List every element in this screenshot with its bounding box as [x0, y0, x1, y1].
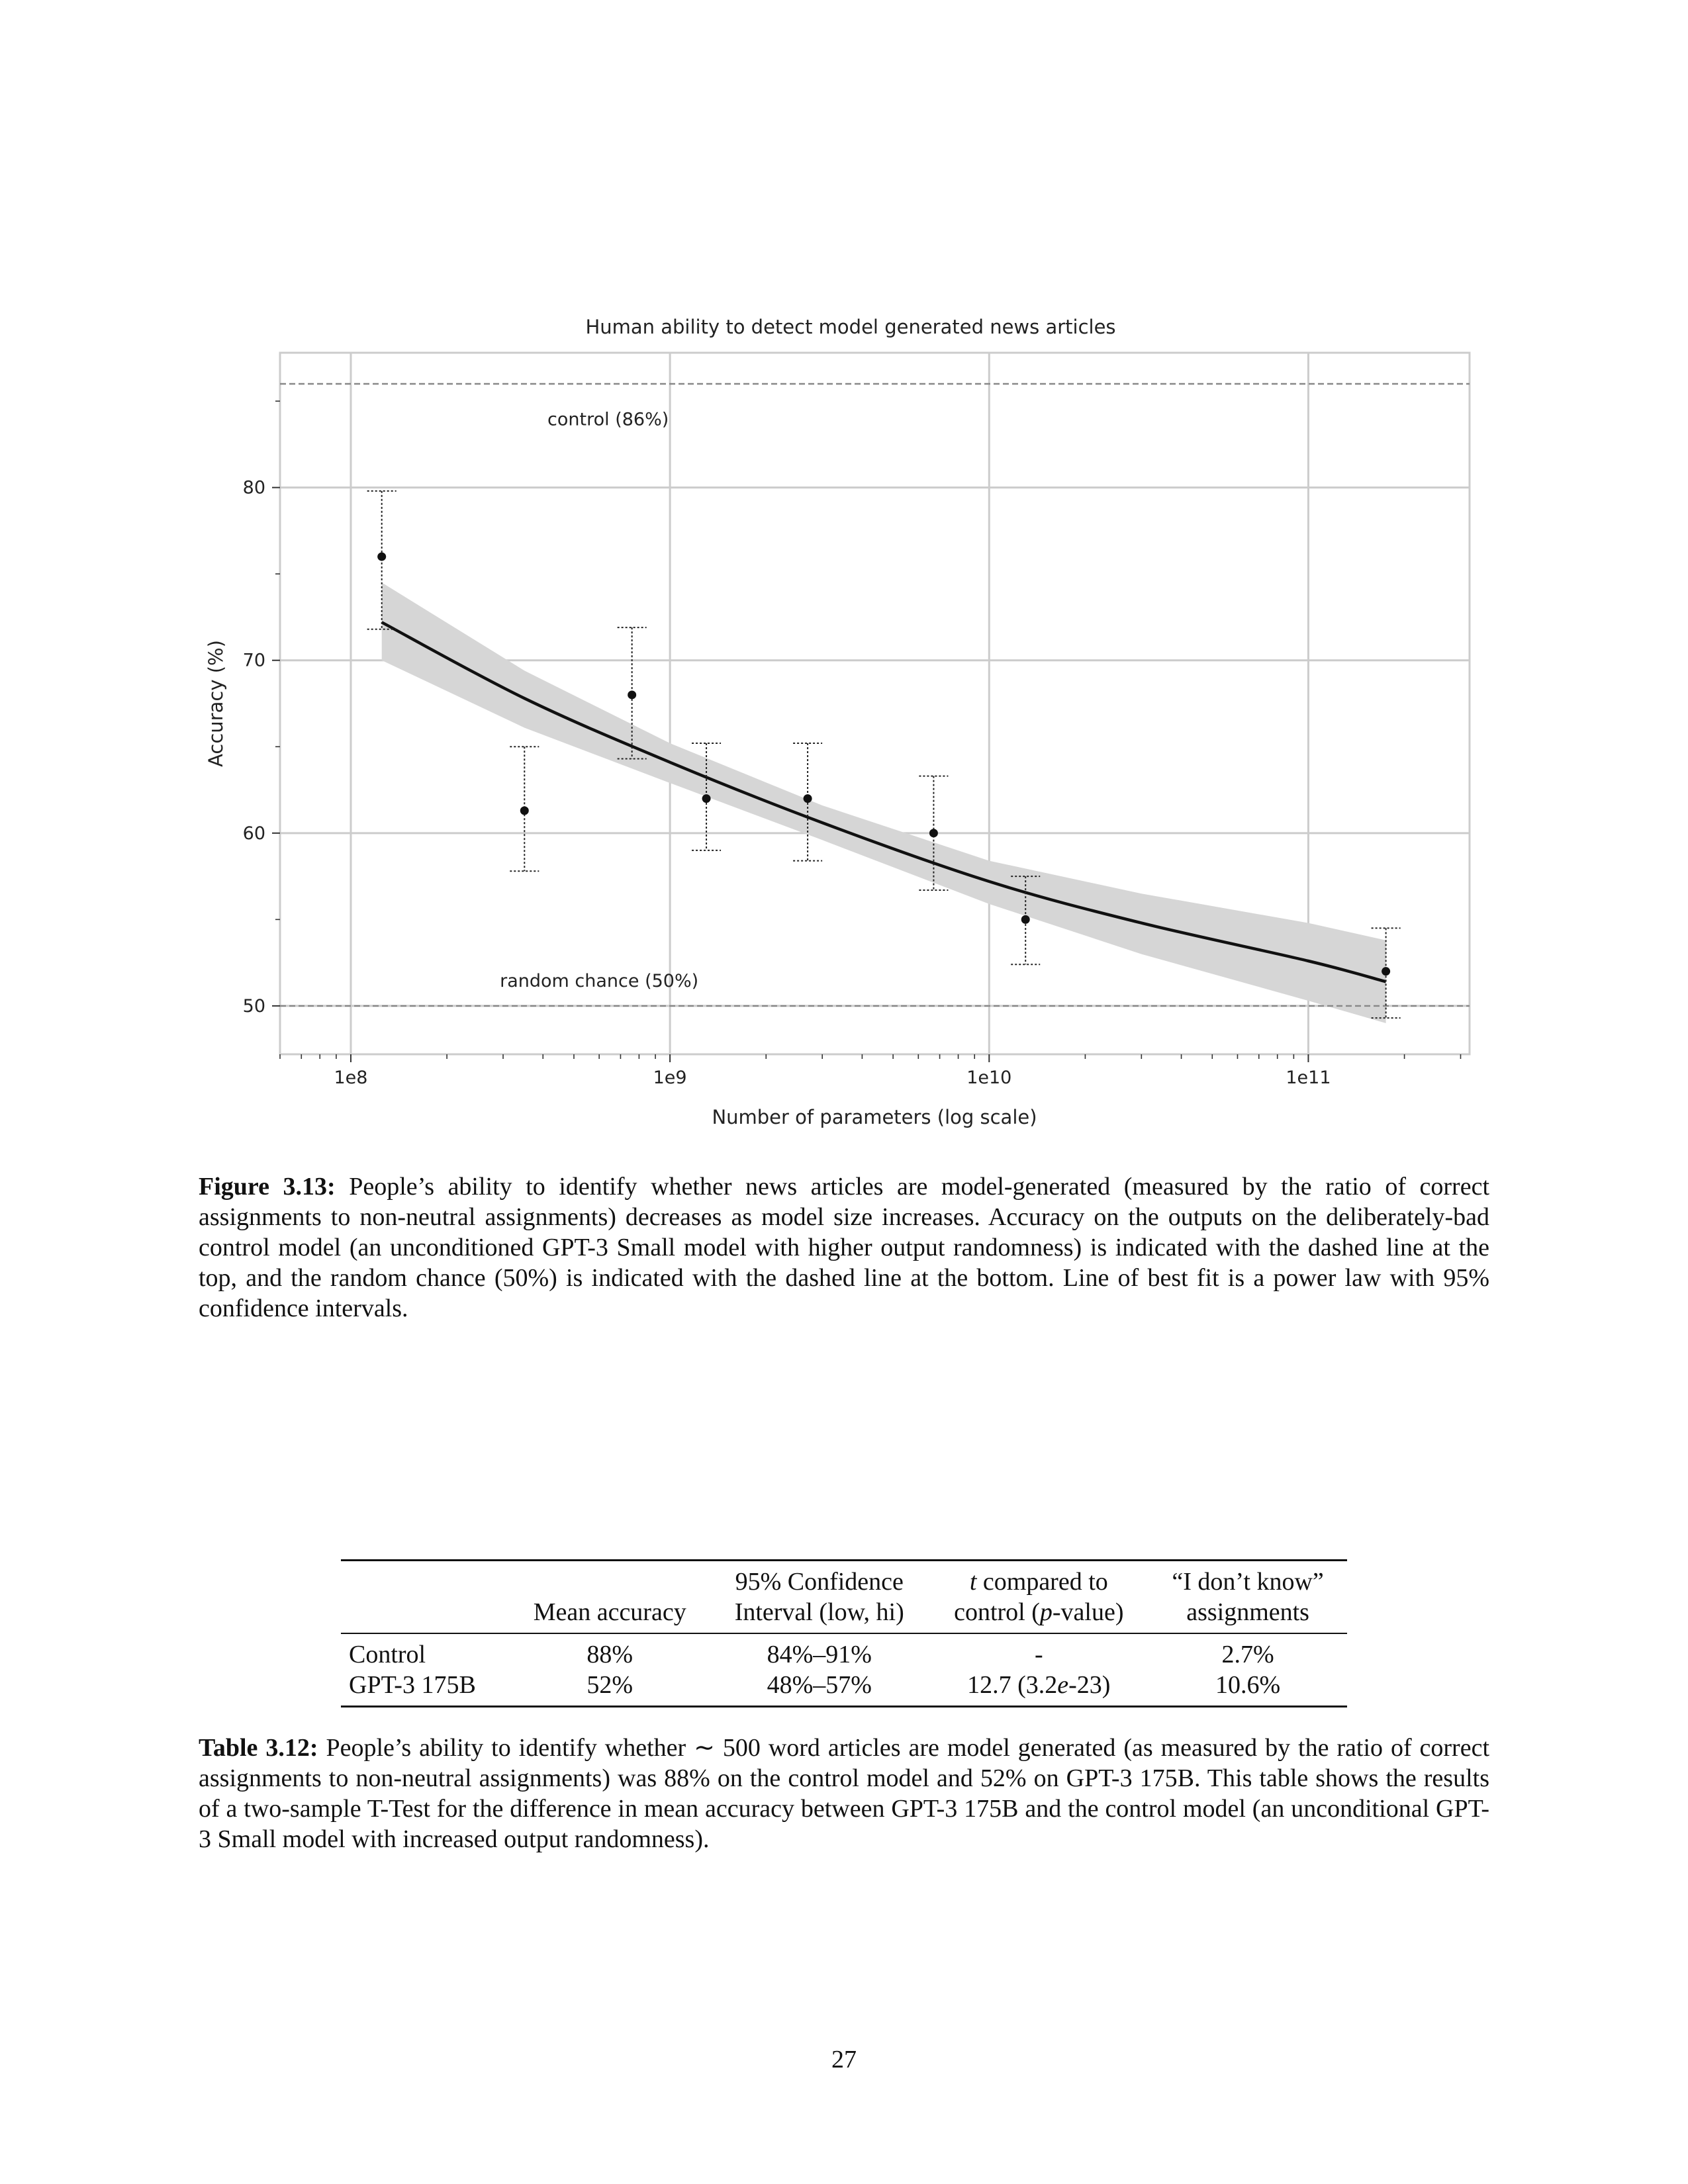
t-test-table	[341, 1559, 1347, 1707]
row-label: GPT-3 175B	[349, 1671, 476, 1699]
table-caption-pre: People’s ability to identify whether	[326, 1734, 686, 1762]
header-mean-accuracy: Mean accuracy	[533, 1598, 686, 1626]
cell-ci: 84%–91%	[767, 1641, 872, 1668]
header-confidence-interval: 95% Confidence Interval (low, hi)	[734, 1568, 904, 1626]
x-axis-label: Number of parameters (log scale)	[712, 1106, 1037, 1128]
data-point	[1021, 915, 1030, 924]
cell-mean: 52%	[586, 1671, 633, 1699]
y-tick-label: 70	[242, 650, 265, 671]
table-row	[341, 1633, 1347, 1670]
row-label: Control	[349, 1641, 426, 1668]
data-point	[520, 806, 529, 815]
cell-ci: 48%–57%	[767, 1671, 872, 1699]
header-dont-know: “I don’t know” assignments	[1172, 1568, 1324, 1626]
x-tick-label: 1e9	[653, 1068, 687, 1088]
reference-line-label: random chance (50%)	[500, 971, 699, 992]
cell-idk: 10.6%	[1215, 1671, 1281, 1699]
x-tick-label: 1e10	[966, 1068, 1012, 1088]
table-label: Table 3.12:	[199, 1734, 318, 1762]
data-point	[377, 553, 386, 561]
data-point	[929, 829, 938, 837]
table-caption-sim: ∼ 500	[694, 1734, 761, 1762]
chart-title: Human ability to detect model generated news articles	[585, 316, 1116, 338]
header-empty	[341, 1561, 510, 1634]
data-point	[628, 690, 636, 699]
cell-mean: 88%	[586, 1641, 633, 1668]
table-header-row	[341, 1561, 1347, 1634]
y-tick-label: 50	[242, 995, 265, 1017]
figure-label: Figure 3.13:	[199, 1173, 336, 1201]
y-axis-label: Accuracy (%)	[205, 640, 227, 767]
x-tick-label: 1e8	[334, 1068, 368, 1088]
table-caption	[199, 1733, 1489, 1854]
y-tick-label: 80	[242, 477, 265, 498]
table-row	[341, 1670, 1347, 1707]
reference-line-label: control (86%)	[547, 409, 669, 430]
figure-caption-text: People’s ability to identify whether news articles are model-generated (measured by the ratio of correct assignments to non-neutral assignments) decreases as model size increases. Accuracy on the outputs on the deliberately-bad control model (an unconditioned GPT-3 Small model with higher output randomness) is indicated with the dashed line at the top, and the random chance (50%) is indicated with the dashed line at the bottom. Line of best fit is a power law with 95% confidence intervals.	[199, 1173, 1489, 1322]
page-number: 27	[831, 2046, 857, 2073]
cell-t: -	[1034, 1641, 1043, 1668]
data-point	[804, 794, 812, 803]
table-caption-post: word articles are model generated (as measured by the ratio of correct assignments to non-neutral assignments) was 88% on the control model and 52% on GPT-3 175B. This table shows the results of a two-sample T-Test for the difference in mean accuracy between GPT-3 175B and the control model (an unconditional GPT-3 Small model with increased output randomness).	[199, 1734, 1490, 1853]
cell-idk: 2.7%	[1221, 1641, 1274, 1668]
cell-t: 12.7 (3.2e-23)	[967, 1671, 1111, 1699]
accuracy-chart	[192, 304, 1496, 1145]
figure-caption	[199, 1171, 1489, 1324]
figure-3-13	[192, 304, 1496, 1145]
data-point	[1382, 967, 1390, 976]
header-t-compared: t compared to control (p-value)	[954, 1568, 1124, 1626]
x-tick-label: 1e11	[1286, 1068, 1331, 1088]
y-tick-label: 60	[242, 823, 265, 844]
data-point	[702, 794, 711, 803]
results-table	[341, 1559, 1347, 1707]
